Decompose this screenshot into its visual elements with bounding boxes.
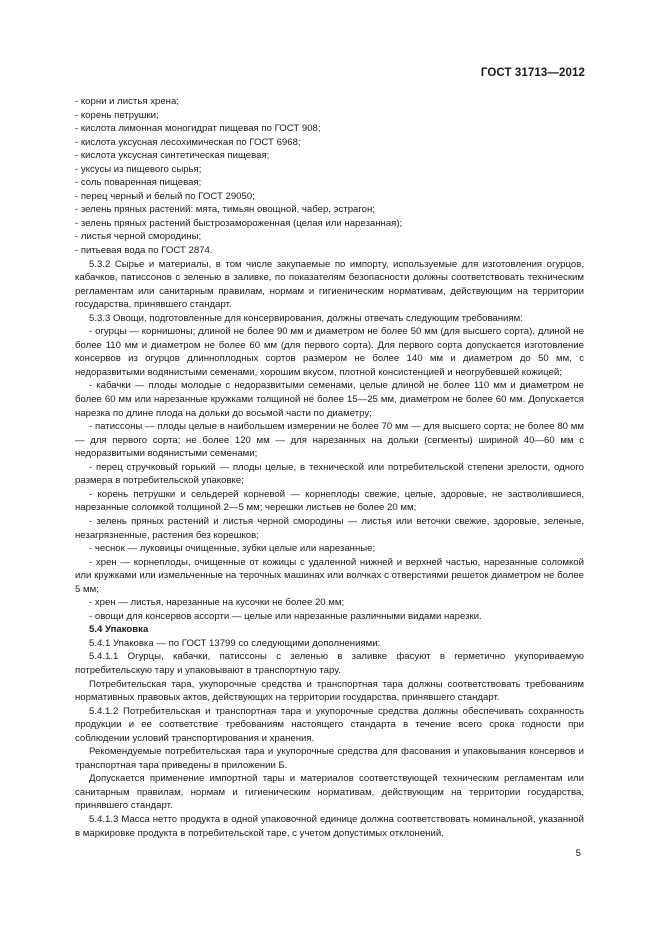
paragraph-5-4-1-3: 5.4.1.3 Масса нетто продукта в одной упаковочной единице должна соответствовать номинальной, указанной в маркировке продукта в потребительской таре, с учетом допустимых отклонений. [75, 813, 584, 839]
list-item: - питьевая вода по ГОСТ 2874. [75, 245, 213, 257]
paragraph-5-4-1: 5.4.1 Упаковка — по ГОСТ 13799 со следующими дополнениями: [89, 637, 381, 649]
list-item: - зелень пряных растений быстрозамороженная (целая или нарезанная); [75, 217, 403, 229]
paragraph-garlic: - чеснок — луковицы очищенные, зубки целые или нарезанные; [89, 543, 376, 555]
paragraph-roots: - корень петрушки и сельдерей корневой — корнеплоды свежие, целые, здоровые, не застволившиеся, нарезанные соломкой толщиной 2—5 мм; черешки листьев не более 20 мм; [75, 488, 584, 514]
list-item: - перец черный и белый по ГОСТ 29050; [75, 190, 255, 202]
paragraph-zucchini: - кабачки — плоды молодые с недоразвитыми семенами, целые длиной не более 110 мм и диаметром не более 60 мм или нарезанные кружками толщиной не более 15—25 мм, диаметром не более 60 мм. Допускается нарезка по длине плода на дольки до восьмой части по диаметру; [75, 380, 584, 419]
paragraph-assorti: - овощи для консервов ассорти — целые или нарезанные различными видами нарезки. [89, 610, 482, 622]
paragraph-horseradish-leaves: - хрен — листья, нарезанные на кусочки не более 20 мм; [89, 597, 345, 609]
list-item: - кислота лимонная моногидрат пищевая по ГОСТ 908; [75, 123, 321, 135]
paragraph-cucumbers: - огурцы — корнишоны; длиной не более 90 мм и диаметром не более 50 мм (для высшего сорта), длиной не более 110 мм и диаметром не более 60 мм (для первого сорта). Для первого сорта допускается изготовление консервов из огурцов длинноплодных сортов размером не более 140 мм и диаметром до 50 мм, с недоразвитыми водянистыми семенами, хорошим вкусом, плотной консистенцией и неогрубевшей кожицей; [75, 326, 584, 378]
document-body [75, 95, 584, 840]
paragraph-5-3-2: 5.3.2 Сырье и материалы, в том числе закупаемые по импорту, используемые для изготовления огурцов, кабачков, патиссонов с зеленью в заливке, по показателям безопасности должны соответствовать техническим регламентам или санитарным правилам, нормам и гигиеническим нормативам, действующим на территории государства, принявшего стандарт. [75, 258, 584, 311]
list-item: - уксусы из пищевого сырья; [75, 163, 202, 175]
list-item: - кислота уксусная синтетическая пищевая; [75, 150, 270, 162]
page-number: 5 [575, 848, 581, 859]
document-id: ГОСТ 31713—2012 [480, 67, 585, 79]
paragraph-5-4-1-1: 5.4.1.1 Огурцы, кабачки, патиссоны с зеленью в заливке фасуют в герметично укупориваемую потребительскую тару и упаковывают в транспортную тару. [75, 651, 584, 676]
list-item: - корни и листья хрена; [75, 96, 179, 107]
paragraph-5-4-1-2: 5.4.1.2 Потребительская и транспортная тара и укупорочные средства должны обеспечивать сохранность продукции и ее соответствие требованиям настоящего стандарта в течение всего срока годности при соблюдении условий транспортирования и хранения. [75, 705, 584, 744]
paragraph-5-4-1-2c: Допускается применение импортной тары и материалов соответствующей техническим регламентам или санитарным правилам, нормам и гигиеническим нормативам, действующим на территории государства, принявшего стандарт. [75, 773, 584, 812]
list-item: - зелень пряных растений: мята, тимьян овощной, чабер, эстрагон; [75, 204, 375, 216]
paragraph-horseradish: - хрен — корнеплоды, очищенные от кожицы с удаленной нижней и верхней частью, нарезанные соломкой или кружками или измельченные на терочных машинах или волчках с отверстиями решеток диаметром не более 5 мм; [75, 556, 584, 595]
paragraph-pepper: - перец стручковый горький — плоды целые, в технической или потребительской степени зрелости, одного размера в потребительской упаковке; [75, 461, 584, 487]
list-item: - листья черной смородины; [75, 231, 202, 243]
list-item: - кислота уксусная лесохимическая по ГОСТ 6968; [75, 136, 301, 148]
section-heading-5-4: 5.4 Упаковка [89, 624, 149, 636]
paragraph-greens: - зелень пряных растений и листья черной смородины — листья или веточки свежие, здоровые, зеленые, незагрязненные, растения без корешков; [75, 515, 584, 541]
paragraph-5-4-1-1b: Потребительская тара, укупорочные средства и транспортная тара должны соответствовать требованиям нормативных правовых актов, действующих на территории государства, принявшего стандарт. [75, 678, 584, 704]
list-item: - соль поваренная пищевая; [75, 177, 202, 189]
paragraph-5-3-3: 5.3.3 Овощи, подготовленные для консервирования, должны отвечать следующим требованиям: [89, 312, 523, 324]
list-item: - корень петрушки; [75, 109, 159, 121]
paragraph-patisson: - патиссоны — плоды целые в наибольшем измерении не более 70 мм — для высшего сорта; не более 80 мм — для первого сорта; не более 120 мм — для нарезанных на дольки (сегменты) шириной 40—60 мм с недоразвитыми водянистыми семенами; [75, 421, 584, 460]
paragraph-5-4-1-2b: Рекомендуемые потребительская тара и укупорочные средства для фасования и упаковывания консервов и транспортная тара приведены в приложении Б. [75, 746, 584, 771]
